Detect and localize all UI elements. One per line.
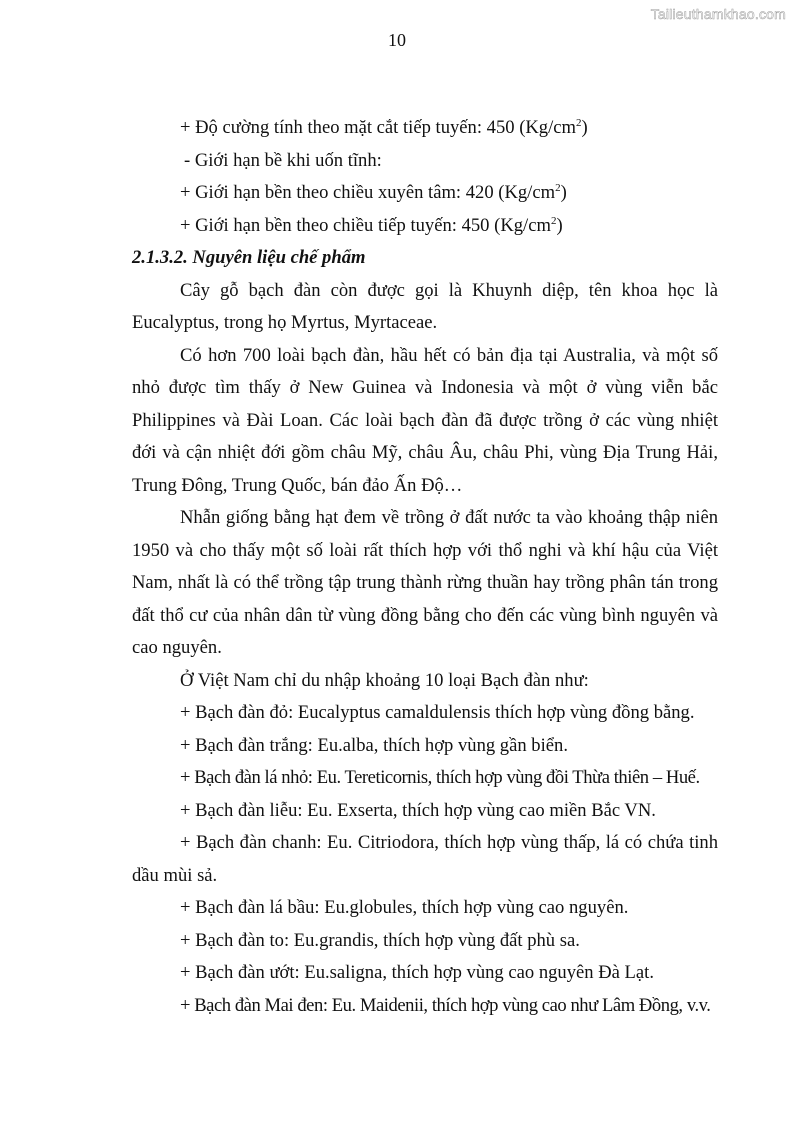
- watermark: Tailieuthamkhao.com: [650, 6, 786, 22]
- species-item: + Bạch đàn to: Eu.grandis, thích hợp vùng đất phù sa.: [180, 929, 580, 951]
- paragraph-history: Nhẫn giống bằng hạt đem về trồng ở đất nước ta vào khoảng thập niên 1950 và cho thấy một số loài rất thích hợp với thổ nghi và khí hậu của Việt Nam, nhất là có thể trồng tập trung thành rừng thuần hay trồng phân tán trong đất thổ cư của nhân dân từ vùng đồng bằng cho đến các vùng bình nguyên và cao nguyên.: [132, 507, 718, 658]
- property-line-radial-limit: + Giới hạn bền theo chiều xuyên tâm: 420 $(Kg/cm^2)$: [180, 182, 567, 203]
- species-item: + Bạch đàn liễu: Eu. Exserta, thích hợp vùng cao miền Bắc VN.: [180, 799, 656, 821]
- property-line-tangential-limit: + Giới hạn bền theo chiều tiếp tuyến: 450 $(Kg/cm^2)$: [180, 214, 563, 236]
- paragraph-distribution: Có hơn 700 loài bạch đàn, hầu hết có bản địa tại Australia, và một số nhỏ được tìm thấy ở New Guinea và Indonesia và một ở vùng viễn bắc Philippines và Đài Loan. Các loài bạch đàn đã được trồng ở các vùng nhiệt đới và cận nhiệt đới gồm châu Mỹ, châu Âu, châu Phi, vùng Địa Trung Hải, Trung Đông, Trung Quốc, bán đảo Ấn Độ…: [132, 344, 718, 496]
- species-item: + Bạch đàn trắng: Eu.alba, thích hợp vùng gần biển.: [180, 734, 568, 756]
- species-item: + Bạch đàn lá bầu: Eu.globules, thích hợp vùng cao nguyên.: [180, 897, 629, 918]
- section-heading: 2.1.3.2. Nguyên liệu chế phẩm: [132, 247, 366, 268]
- species-item: + Bạch đàn lá nhỏ: Eu. Tereticornis, thích hợp vùng đồi Thừa thiên – Huế.: [180, 767, 700, 788]
- property-line-bending-limit: - Giới hạn bề khi uốn tĩnh:: [184, 149, 382, 171]
- page-number: 10: [388, 30, 406, 50]
- paragraph-intro: Cây gỗ bạch đàn còn được gọi là Khuynh diệp, tên khoa học là Eucalyptus, trong họ Myrtus, Myrtaceae.: [132, 279, 718, 333]
- species-item: + Bạch đàn Mai đen: Eu. Maidenii, thích hợp vùng cao như Lâm Đồng, v.v.: [180, 994, 711, 1016]
- property-line-tangential-strength: + Độ cường tính theo mặt cắt tiếp tuyến: 450 $(Kg/cm^2)$: [180, 117, 588, 138]
- species-item: + Bạch đàn chanh: Eu. Citriodora, thích hợp vùng thấp, lá có chứa tinh dầu mùi sả.: [132, 832, 718, 886]
- species-item: + Bạch đàn ướt: Eu.saligna, thích hợp vùng cao nguyên Đà Lạt.: [180, 962, 654, 983]
- paragraph-species-intro: Ở Việt Nam chỉ du nhập khoảng 10 loại Bạch đàn như:: [180, 669, 589, 691]
- species-item: + Bạch đàn đỏ: Eucalyptus camaldulensis thích hợp vùng đồng bằng.: [180, 702, 695, 723]
- page-body: [132, 112, 718, 1022]
